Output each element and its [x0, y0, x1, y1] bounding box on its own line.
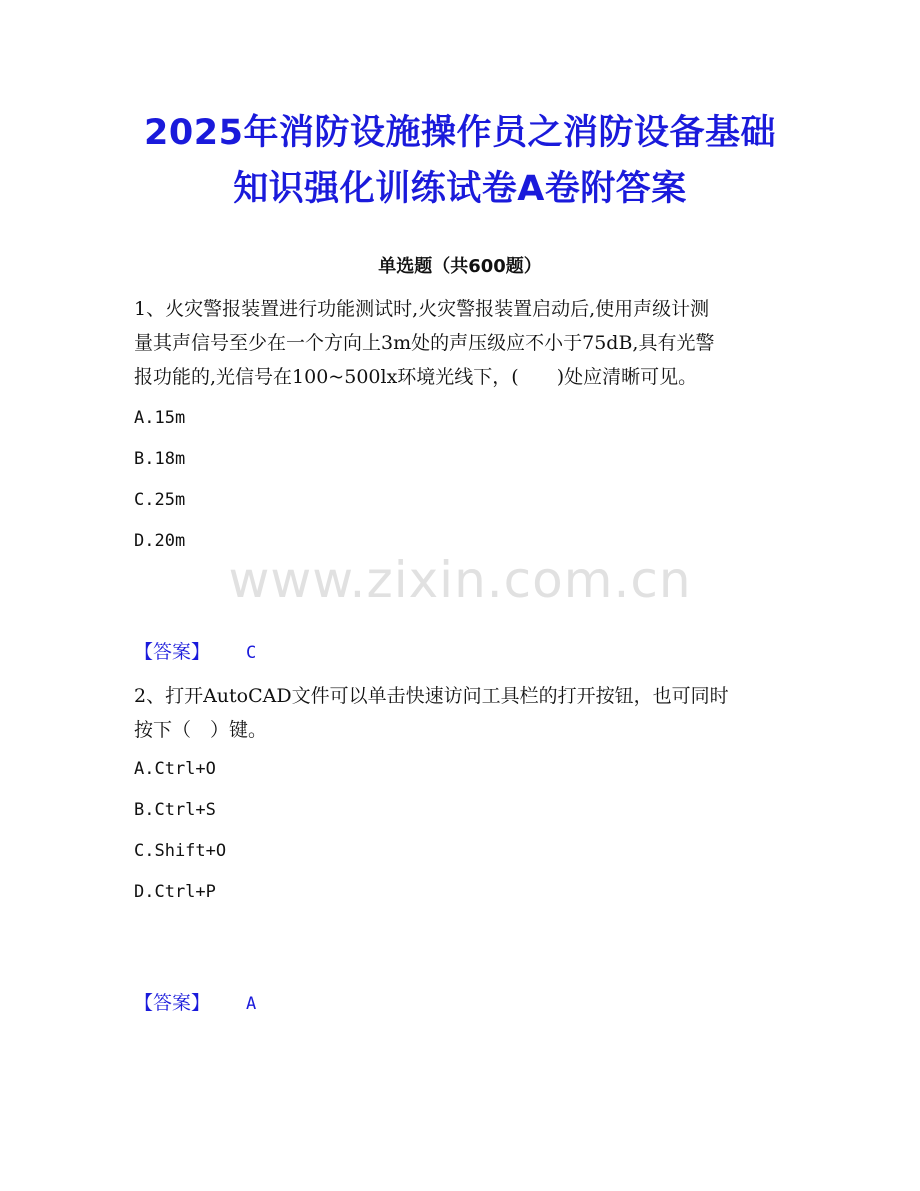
question-2-option-b: B.Ctrl+S [134, 800, 216, 820]
question-2-option-d: D.Ctrl+P [134, 882, 216, 902]
document-title-line-1: 2025年消防设施操作员之消防设备基础 [144, 113, 776, 153]
answer-label: 【答案】 [134, 992, 211, 1014]
document-title-line-2: 知识强化训练试卷A卷附答案 [233, 169, 687, 209]
question-2-stem-line: 2、打开AutoCAD文件可以单击快速访问工具栏的打开按钮，也可同时 [134, 685, 729, 707]
question-1-option-b: B.18m [134, 449, 186, 469]
answer-value: C [246, 643, 257, 663]
question-1-stem-line: 量其声信号至少在一个方向上3m处的声压级应不小于75dB,具有光警 [134, 332, 715, 354]
question-1-option-c: C.25m [134, 490, 186, 510]
question-2-answer [134, 988, 256, 1019]
section-heading: 单选题（共600题） [378, 256, 542, 277]
answer-label: 【答案】 [134, 641, 211, 663]
question-1-stem-line: 1、火灾警报装置进行功能测试时,火灾警报装置启动后,使用声级计测 [134, 298, 710, 320]
question-2-stem-line: 按下（ ）键。 [134, 719, 268, 741]
question-1-option-a: A.15m [134, 408, 186, 428]
question-2-option-a: A.Ctrl+O [134, 759, 216, 779]
answer-value: A [246, 994, 257, 1014]
question-2-stem [134, 679, 784, 747]
question-1-stem-line: 报功能的,光信号在100~500lx环境光线下，( )处应清晰可见。 [134, 366, 698, 388]
watermark: www.zixin.com.cn [228, 551, 692, 609]
question-1-answer [134, 637, 256, 668]
question-2-option-c: C.Shift+O [134, 841, 227, 861]
question-1-stem [134, 292, 784, 394]
question-1-option-d: D.20m [134, 531, 186, 551]
